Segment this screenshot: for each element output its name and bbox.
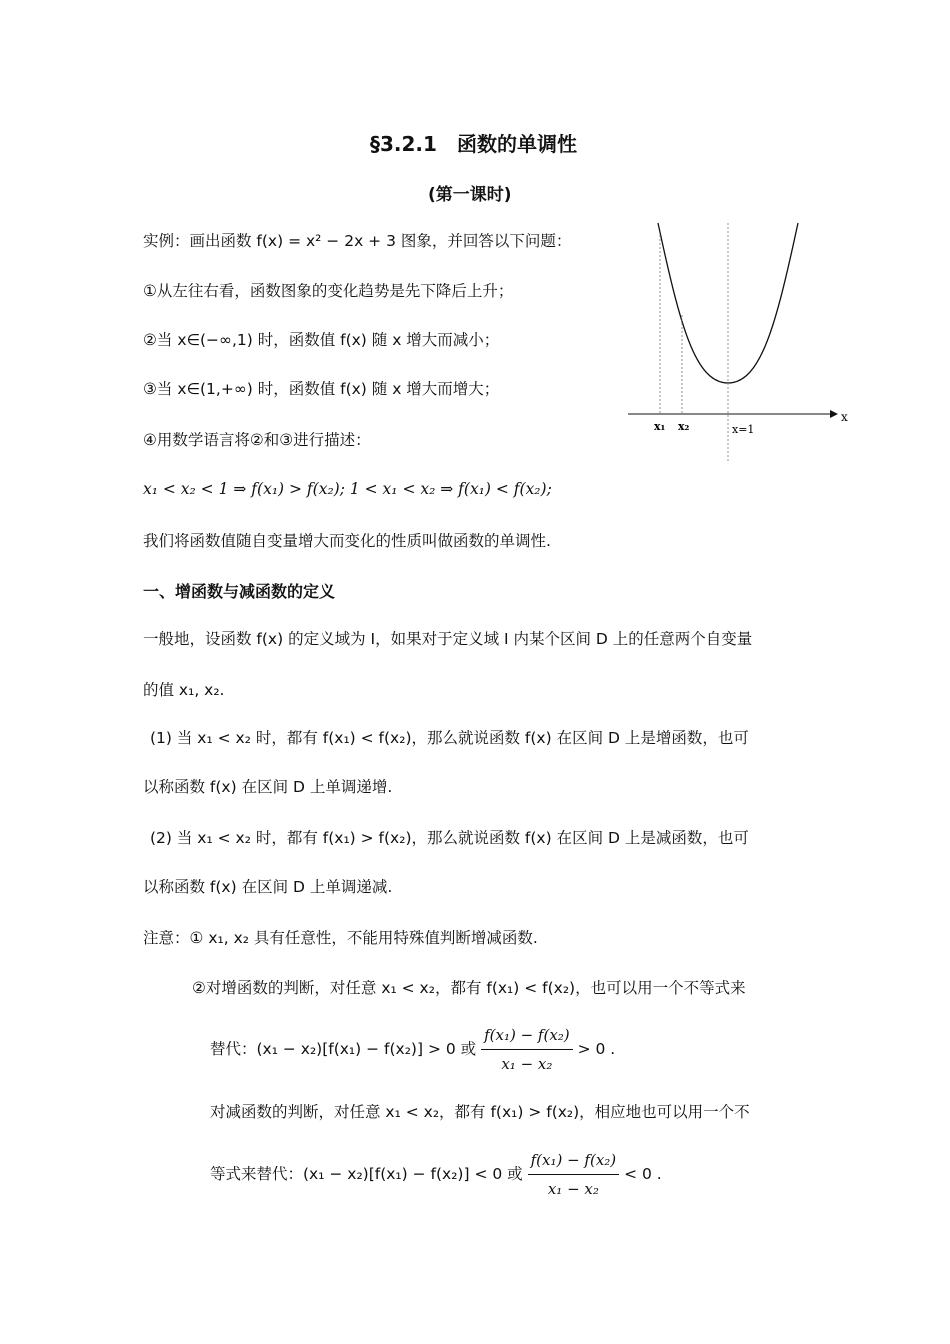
note-2-formula-prefix: 替代：(x₁ − x₂)[f(x₁) − f(x₂)] > 0 或 [210,1040,477,1058]
note-2-fraction-num: f(x₁) − f(x₂) [481,1023,573,1050]
increasing-def-cont: 以称函数 f(x) 在区间 D 上单调递增. [143,778,393,796]
note-3-fraction [528,1148,620,1201]
definition-para: 一般地，设函数 f(x) 的定义域为 I，如果对于定义域 I 内某个区间 D 上的任意两个自变量 [143,630,753,648]
example-q3: ③当 x∈(1,+∞) 时，函数值 f(x) 随 x 增大而增大； [143,380,500,398]
note-3: 对减函数的判断，对任意 x₁ < x₂，都有 f(x₁) > f(x₂)，相应地也可以用一个不 [210,1103,750,1121]
page-subtitle: (第一课时) [428,185,512,205]
parabola-graph [620,215,860,465]
note-2-formula-suffix: > 0 . [577,1040,616,1058]
note-2: ②对增函数的判断，对任意 x₁ < x₂，都有 f(x₁) < f(x₂)，也可以用一个不等式来 [192,979,746,997]
label-x-equals-1: x=1 [732,423,755,436]
x-axis-arrow-icon [830,410,838,418]
label-x1: x₁ [654,420,666,433]
note-3-formula-prefix: 等式来替代：(x₁ − x₂)[f(x₁) − f(x₂)] < 0 或 [210,1165,523,1183]
decreasing-def: (2) 当 x₁ < x₂ 时，都有 f(x₁) > f(x₂)，那么就说函数 f(x) 在区间 D 上是减函数，也可 [150,829,749,847]
example-formula: x₁ < x₂ < 1 ⇒ f(x₁) > f(x₂); 1 < x₁ < x₂ ⇒ f(x₁) < f(x₂); [143,480,552,498]
note-3-fraction-den: x₁ − x₂ [547,1180,599,1198]
note-2-fraction [481,1023,573,1076]
example-q4: ④用数学语言将②和③进行描述： [143,431,371,449]
example-summary: 我们将函数值随自变量增大而变化的性质叫做函数的单调性. [143,532,551,550]
note-3-formula-suffix: < 0 . [624,1165,662,1183]
increasing-def: (1) 当 x₁ < x₂ 时，都有 f(x₁) < f(x₂)，那么就说函数 f(x) 在区间 D 上是增函数，也可 [150,729,749,747]
example-q2: ②当 x∈(−∞,1) 时，函数值 f(x) 随 x 增大而减小； [143,331,500,349]
label-axis-x: x [841,410,848,424]
note-2-fraction-den: x₁ − x₂ [501,1055,553,1073]
decreasing-def-cont: 以称函数 f(x) 在区间 D 上单调递减. [143,878,393,896]
example-intro: 实例：画出函数 f(x) = x² − 2x + 3 图象，并回答以下问题： [143,232,572,250]
note-1: 注意：① x₁, x₂ 具有任意性，不能用特殊值判断增减函数. [143,929,538,947]
note-2-formula [210,1023,615,1076]
note-3-fraction-num: f(x₁) − f(x₂) [528,1148,620,1175]
definition-para-cont: 的值 x₁, x₂. [143,681,225,699]
example-q1: ①从左往右看，函数图象的变化趋势是先下降后上升； [143,282,514,300]
note-3-formula [210,1148,662,1201]
page-title: §3.2.1 函数的单调性 [370,132,577,156]
section-heading: 一、增函数与减函数的定义 [143,582,336,601]
label-x2: x₂ [678,420,690,433]
